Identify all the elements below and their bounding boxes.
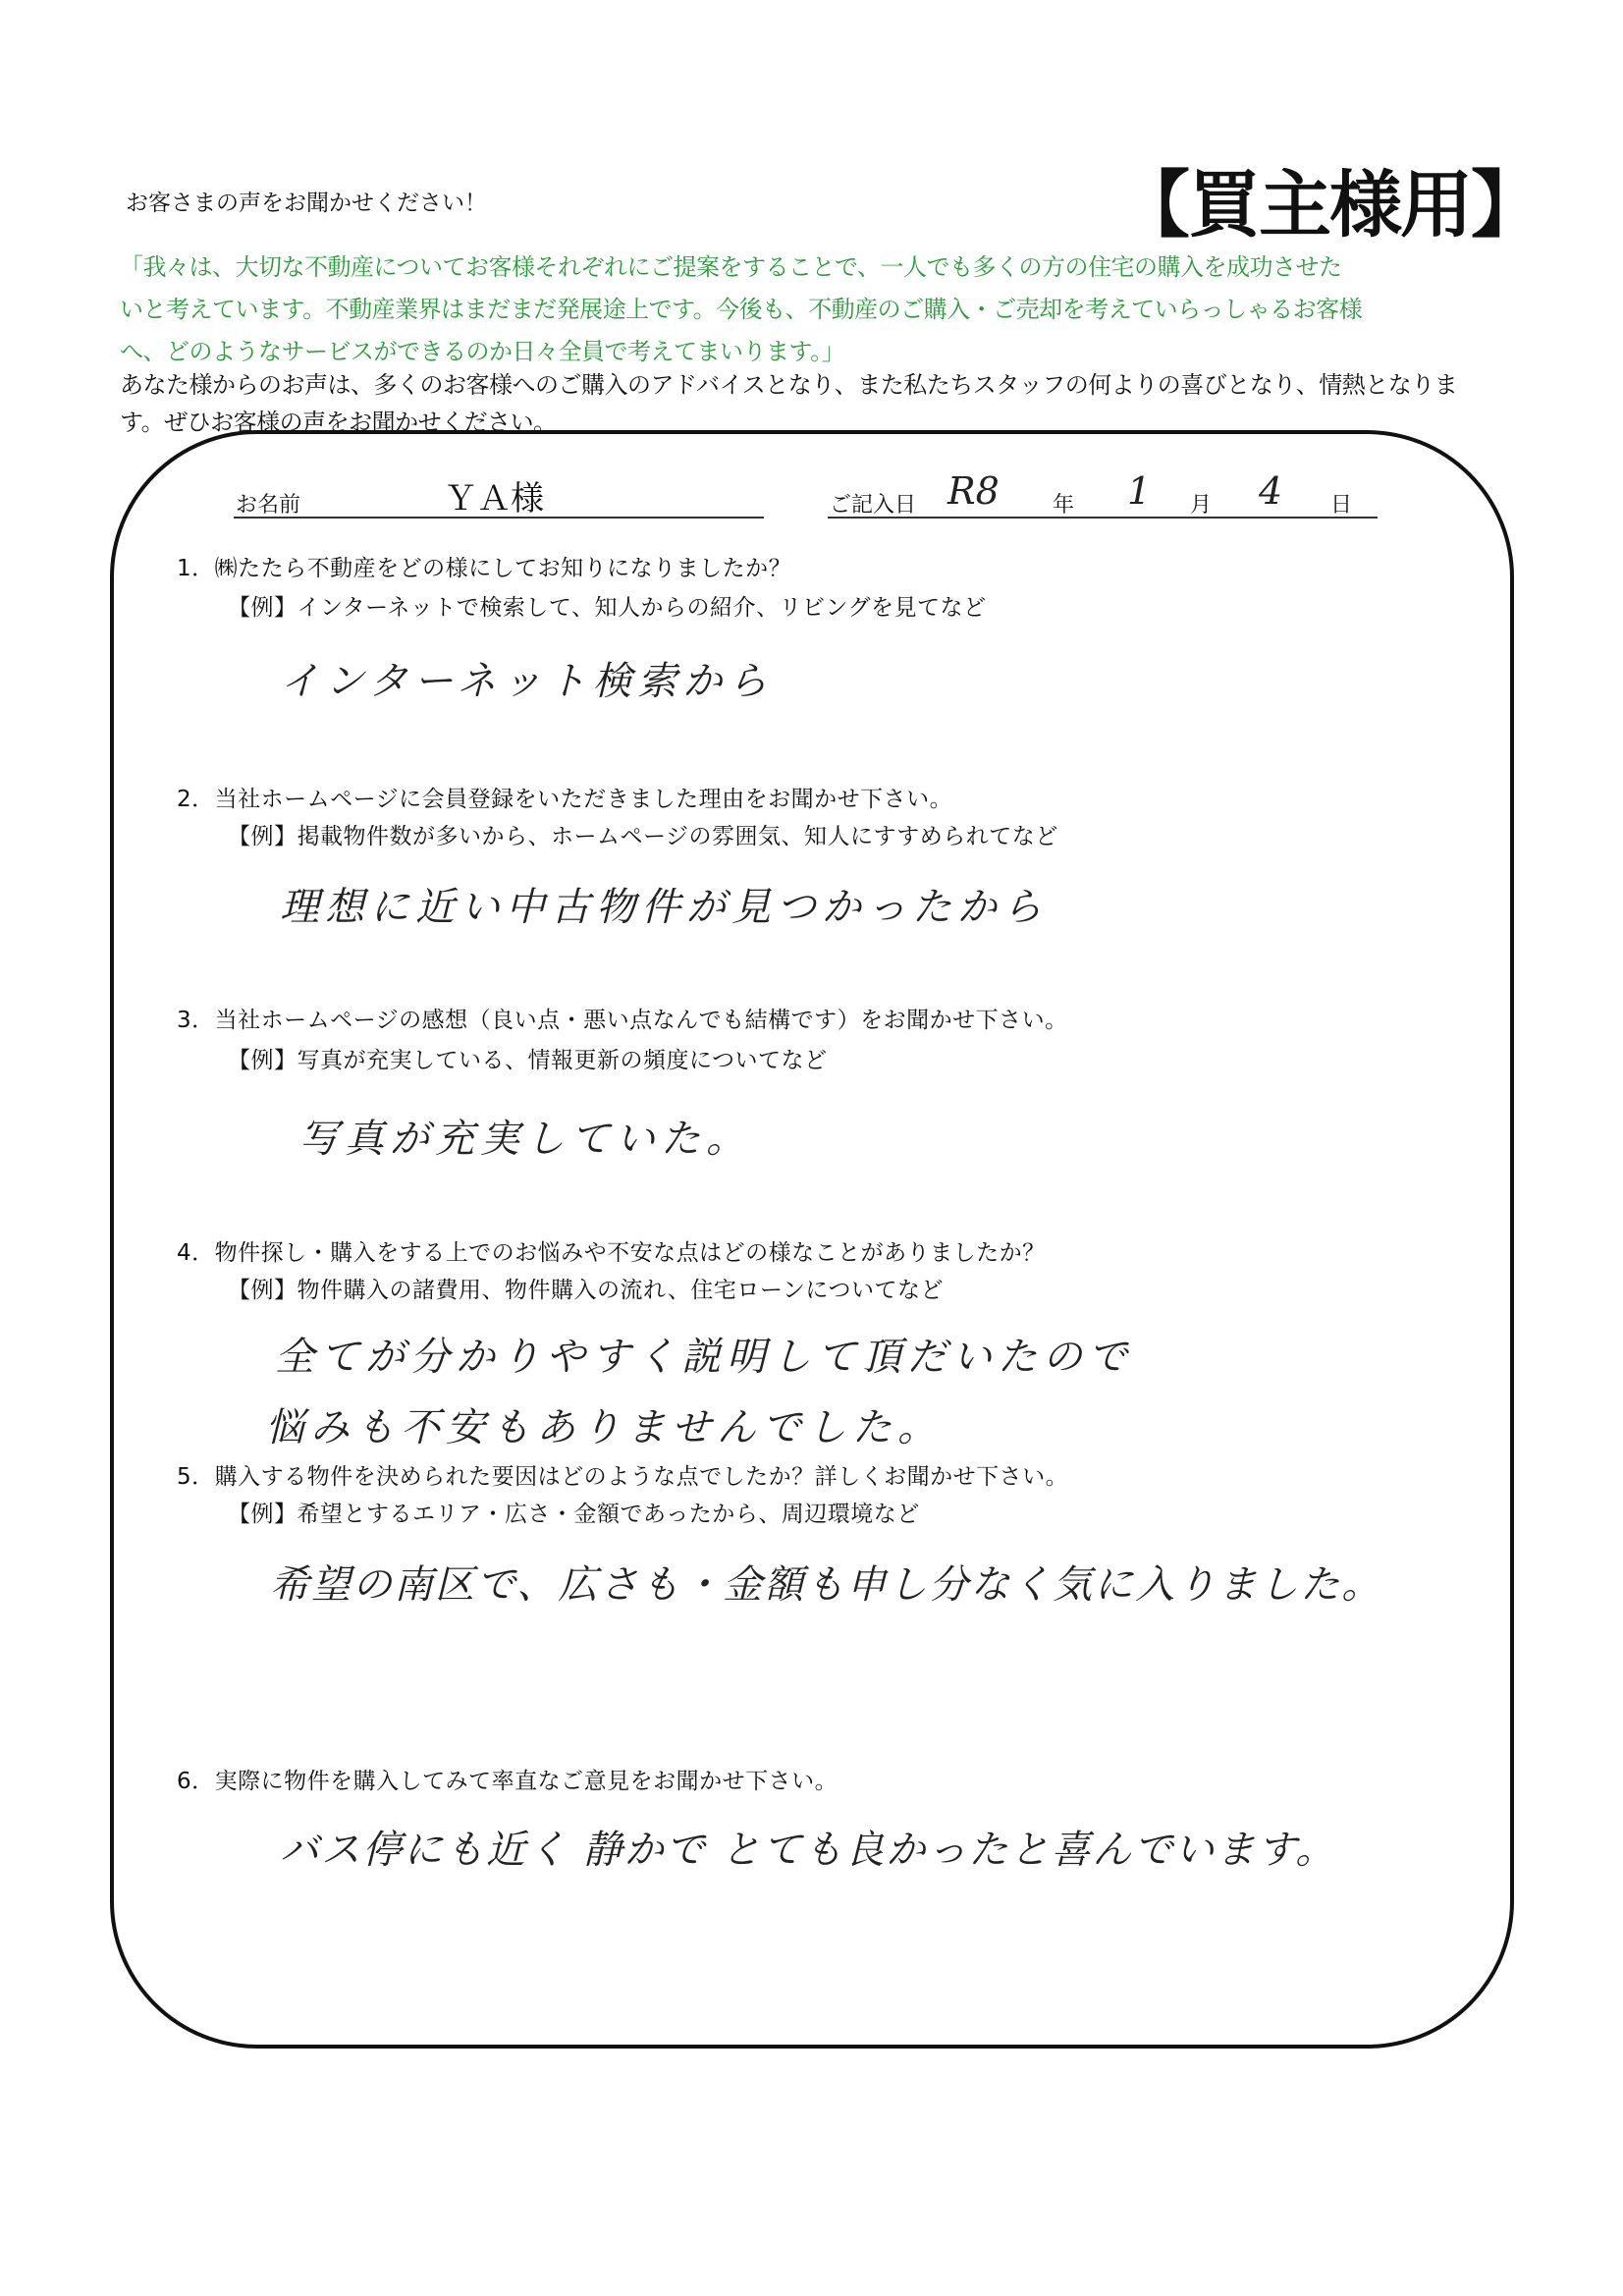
year-value: R8: [947, 469, 1000, 513]
example-3: 【例】写真が充実している、情報更新の頻度についてなど: [228, 1048, 828, 1073]
name-value: ＹＡ様: [444, 479, 544, 519]
answer-6: バス停にも近く 静かで とても良かったと喜んでいます。: [280, 1828, 1337, 1873]
intro-green-line: いと考えています。不動産業界はまだまだ発展途上です。今後も、不動産のご購入・ご売却を考えていらっしゃるお客様: [120, 296, 1363, 323]
month-label: 月: [1190, 493, 1213, 518]
answer-1: インターネット検索から: [280, 659, 774, 704]
question-3: 3．当社ホームページの感想（良い点・悪い点なんでも結構です）をお聞かせ下さい。: [177, 1008, 1068, 1033]
intro-green-line: 「我々は、大切な不動産についてお客様それぞれにご提案をすることで、一人でも多くの方の住宅の購入を成功させた: [120, 253, 1342, 281]
name-underline: [234, 517, 764, 519]
example-4: 【例】物件購入の諸費用、物件購入の流れ、住宅ローンについてなど: [228, 1278, 944, 1303]
name-label: お名前: [236, 493, 301, 518]
day-value: 4: [1259, 469, 1283, 513]
example-1: 【例】インターネットで検索して、知人からの紹介、リビングを見てなど: [228, 595, 987, 621]
answer-4-line-2: 悩みも不安もありませんでした。: [265, 1405, 943, 1450]
intro-black-line: す。ぜひお客様の声をお聞かせください。: [120, 409, 557, 436]
day-label: 日: [1330, 493, 1353, 518]
intro-green-line: へ、どのようなサービスができるのか日々全員で考えてまいります。」: [120, 338, 845, 365]
question-5: 5．購入する物件を決められた要因はどのような点でしたか？詳しくお聞かせ下さい。: [177, 1464, 1069, 1490]
question-6: 6．実際に物件を購入してみて率直なご意見をお聞かせ下さい。: [177, 1769, 839, 1794]
date-underline: [828, 517, 1378, 519]
answer-4-line-1: 全てが分かりやすく説明して頂だいたので: [275, 1335, 1133, 1380]
buyer-badge: 【買主様用】: [1117, 163, 1542, 247]
example-5: 【例】希望とするエリア・広さ・金額であったから、周辺環境など: [228, 1502, 920, 1527]
question-2: 2．当社ホームページに会員登録をいただきました理由をお聞かせ下さい。: [177, 787, 953, 812]
header-title: お客さまの声をお聞かせください！: [126, 191, 487, 216]
question-4: 4．物件探し・購入をする上でのお悩みや不安な点はどの様なことがありましたか？: [177, 1240, 1046, 1266]
answer-3: 写真が充実していた。: [299, 1117, 751, 1162]
date-label: ご記入日: [830, 493, 917, 518]
month-value: 1: [1127, 469, 1152, 513]
answer-5: 希望の南区で、広さも・金額も申し分なく気に入りました。: [270, 1562, 1383, 1608]
example-2: 【例】掲載物件数が多いから、ホームページの雰囲気、知人にすすめられてなど: [228, 824, 1058, 849]
question-1: 1．㈱たたら不動産をどの様にしてお知りになりましたか？: [177, 556, 792, 581]
intro-black-line: あなた様からのお声は、多くのお客様へのご購入のアドバイスとなり、また私たちスタッフの何よりの喜びとなり、情熱となりま: [120, 371, 1458, 399]
year-label: 年: [1053, 493, 1075, 518]
answer-2: 理想に近い中古物件が見つかったから: [280, 885, 1048, 930]
